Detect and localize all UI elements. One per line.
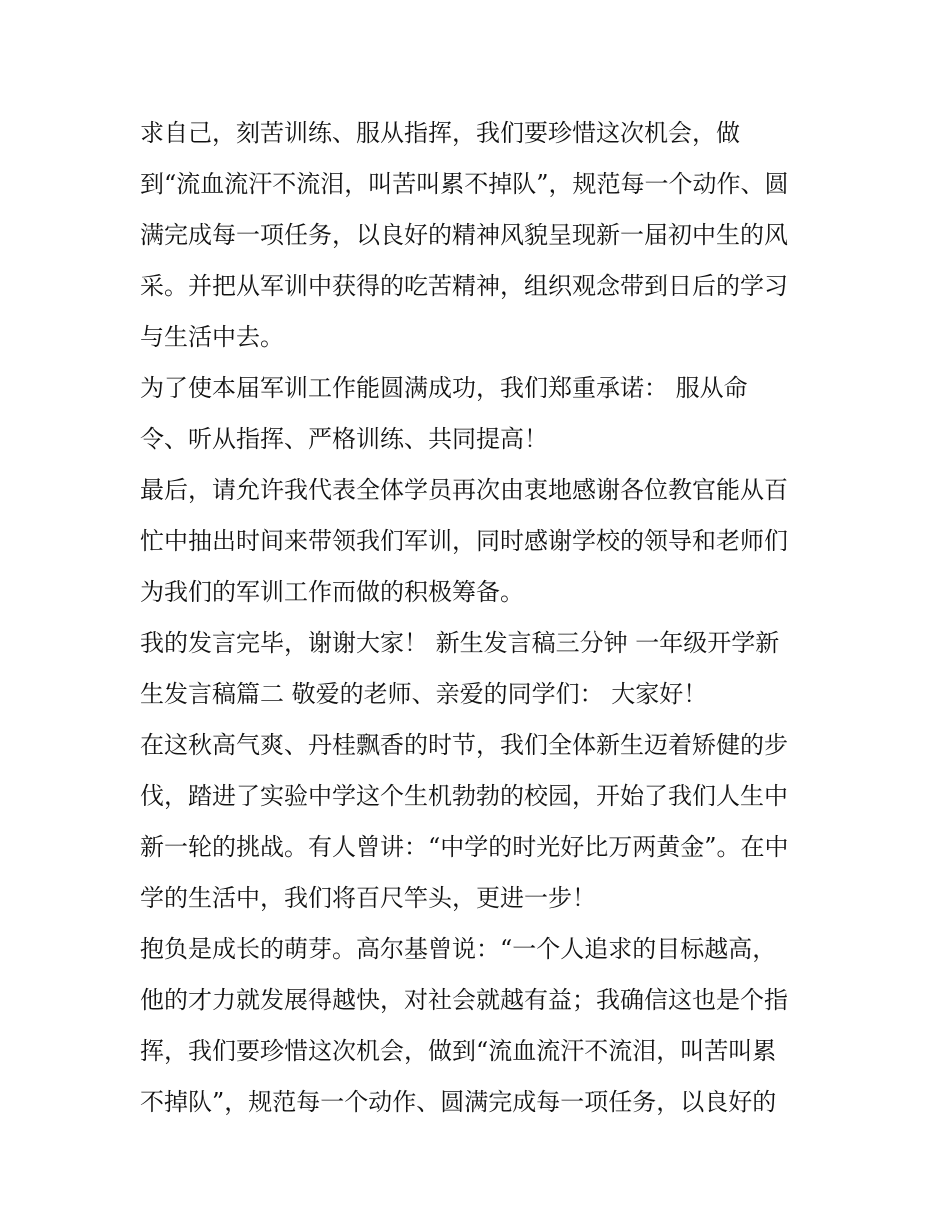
text-line: 伐，踏进了实验中学这个生机勃勃的校园，开始了我们人生中: [140, 782, 788, 810]
text-line: 最后，请允许我代表全体学员再次由衷地感谢各位教官能从百: [140, 476, 788, 504]
text-line: 挥，我们要珍惜这次机会，做到“流血流汗不流泪，叫苦叫累: [140, 1037, 777, 1065]
text-line: 新一轮的挑战。有人曾讲：“中学的时光好比万两黄金”。在中: [140, 833, 789, 861]
text-line: 求自己，刻苦训练、服从指挥，我们要珍惜这次机会，做: [140, 119, 740, 147]
text-line: 抱负是成长的萌芽。高尔基曾说：“一个人追求的目标越高，: [140, 935, 777, 963]
text-line: 我的发言完毕，谢谢大家！ 新生发言稿三分钟 一年级开学新: [140, 629, 780, 657]
document-body: [140, 108, 830, 1128]
text-line: 生发言稿篇二 敬爱的老师、亲爱的同学们： 大家好！: [140, 680, 708, 708]
text-line: 令、听从指挥、严格训练、共同提高！: [140, 425, 548, 453]
text-line: 与生活中去。: [140, 323, 284, 351]
text-line: 为我们的军训工作而做的积极筹备。: [140, 578, 524, 606]
text-line: 在这秋高气爽、丹桂飘香的时节，我们全体新生迈着矫健的步: [140, 731, 788, 759]
text-line: 学的生活中，我们将百尺竿头，更进一步！: [140, 884, 596, 912]
text-line: 为了使本届军训工作能圆满成功，我们郑重承诺： 服从命: [140, 374, 748, 402]
text-line: 不掉队”，规范每一个动作、圆满完成每一项任务，以良好的: [140, 1088, 777, 1116]
text-line: 采。并把从军训中获得的吃苦精神，组织观念带到日后的学习: [140, 272, 788, 300]
text-line: 到“流血流汗不流泪，叫苦叫累不掉队”，规范每一个动作、圆: [140, 170, 789, 198]
text-line: 他的才力就发展得越快，对社会就越有益；我确信这也是个指: [140, 986, 788, 1014]
text-line: 忙中抽出时间来带领我们军训，同时感谢学校的领导和老师们: [140, 527, 788, 555]
text-line: 满完成每一项任务，以良好的精神风貌呈现新一届初中生的风: [140, 221, 788, 249]
